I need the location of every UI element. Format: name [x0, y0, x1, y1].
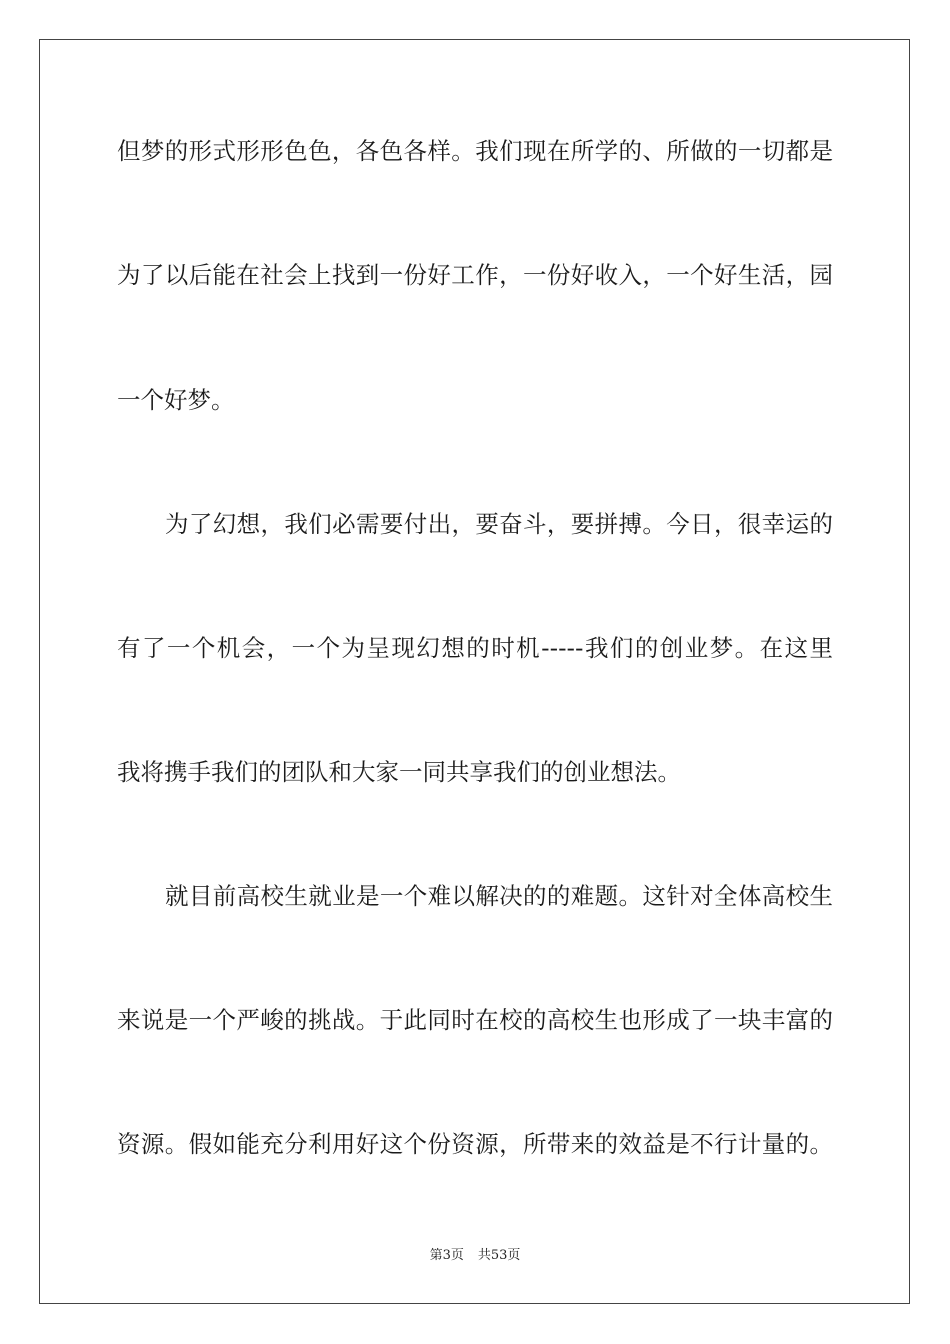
- total-pages: 共53页: [477, 1248, 521, 1263]
- paragraph-2-line-3: 我将携手我们的团队和大家一同共享我们的创业想法。: [117, 758, 681, 786]
- paragraph-2-line-2: 有了一个机会，一个为呈现幻想的时机-----我们的创业梦。在这里: [117, 634, 833, 662]
- page-footer: [0, 1246, 950, 1266]
- paragraph-1-line-1: 但梦的形式形形色色，各色各样。我们现在所学的、所做的一切都是: [117, 137, 833, 165]
- page-border: [39, 39, 910, 1304]
- paragraph-2-line-1: 为了幻想，我们必需要付出，要奋斗，要拼搏。今日，很幸运的: [165, 510, 833, 538]
- paragraph-3-line-3: 资源。假如能充分利用好这个份资源，所带来的效益是不行计量的。: [117, 1130, 833, 1158]
- paragraph-3-line-2: 来说是一个严峻的挑战。于此同时在校的高校生也形成了一块丰富的: [117, 1006, 833, 1034]
- page-number: 第3页: [429, 1248, 464, 1263]
- paragraph-3-line-1: 就目前高校生就业是一个难以解决的的难题。这针对全体高校生: [165, 882, 833, 910]
- paragraph-1-line-3: 一个好梦。: [117, 386, 235, 414]
- paragraph-1-line-2: 为了以后能在社会上找到一份好工作，一份好收入，一个好生活，园: [117, 261, 833, 289]
